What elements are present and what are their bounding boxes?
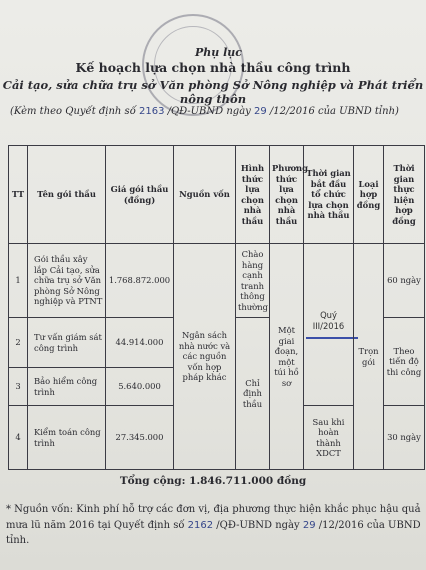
package-name: Kiểm toán công trình xyxy=(28,406,106,470)
funding-note xyxy=(6,502,422,549)
header-selection-time: Thời gian bắt đầu tổ chức lựa chọn nhà thầu xyxy=(304,146,354,244)
pen-mark xyxy=(306,337,358,339)
header-contract-duration: Thời gian thực hiện hợp đồng xyxy=(384,146,425,244)
plan-title: Kế hoạch lựa chọn nhà thầu công trình xyxy=(75,60,351,75)
selection-time-cell xyxy=(304,244,354,406)
package-price: 5.640.000 xyxy=(106,368,174,406)
project-title: Cải tạo, sửa chữa trụ sở Văn phòng Sở Nông nghiệp và Phát triển nông thôn xyxy=(2,78,424,106)
header-tt: TT xyxy=(9,146,28,244)
package-name: Gói thầu xây lắp Cải tạo, sửa chữa trụ sở Văn phòng Sở Nông nghiệp và PTNT xyxy=(28,244,106,318)
handwritten-decision-number: 2163 xyxy=(138,106,165,117)
package-price: 1.768.872.000 xyxy=(106,244,174,318)
selection-form-cell: Chào hàng cạnh tranh thông thường xyxy=(236,244,270,318)
note-prefix: * Nguồn vốn: Kinh phí hỗ trợ các đơn vị, địa phương thực hiện khắc phục hậu quả mưa lũ năm 2016 tại Quyết định số xyxy=(6,504,421,531)
row-number: 3 xyxy=(9,368,28,406)
selection-time-cell: Sau khi hoàn thành XDCT xyxy=(304,406,354,470)
handwritten-day: 29 xyxy=(254,106,267,117)
table-header-row xyxy=(9,146,425,244)
note-mid: /QĐ-UBND ngày xyxy=(213,519,303,531)
row-number: 2 xyxy=(9,318,28,368)
attach-suffix: /12/2016 của UBND tỉnh) xyxy=(266,106,399,117)
selection-form-cell: Chỉ định thầu xyxy=(236,318,270,470)
header-funding-source: Nguồn vốn xyxy=(174,146,236,244)
contract-duration-cell: 30 ngày xyxy=(384,406,425,470)
total-amount: Tổng cộng: 1.846.711.000 đồng xyxy=(119,475,307,487)
funding-source-cell: Ngân sách nhà nước và các nguồn vốn hợp pháp khác xyxy=(174,244,236,470)
attach-mid: /QĐ-UBND ngày xyxy=(164,106,254,117)
table-row xyxy=(9,244,425,318)
attached-decision-line xyxy=(10,106,399,117)
contract-type-cell: Trọn gói xyxy=(354,244,384,470)
selection-time-value: Quý III/2016 xyxy=(312,310,345,331)
contract-duration-cell: Theo tiến độ thi công xyxy=(384,318,425,406)
header-package-price: Giá gói thầu (đồng) xyxy=(106,146,174,244)
header-selection-form: Hình thức lựa chọn nhà thầu xyxy=(236,146,270,244)
row-number: 1 xyxy=(9,244,28,318)
attach-prefix: (Kèm theo Quyết định số xyxy=(10,106,139,117)
contract-duration-cell: 60 ngày xyxy=(384,244,425,318)
note-suffix: /12/2016 của UBND tỉnh. xyxy=(6,519,421,546)
handwritten-day: 29 xyxy=(302,519,316,531)
header-package-name: Tên gói thầu xyxy=(28,146,106,244)
header-selection-method: Phương thức lựa chọn nhà thầu xyxy=(270,146,304,244)
package-name: Tư vấn giám sát công trình xyxy=(28,318,106,368)
package-price: 44.914.000 xyxy=(106,318,174,368)
contractor-selection-table xyxy=(8,145,425,470)
appendix-label: Phụ lục xyxy=(195,46,242,59)
package-name: Bảo hiểm công trình xyxy=(28,368,106,406)
package-price: 27.345.000 xyxy=(106,406,174,470)
row-number: 4 xyxy=(9,406,28,470)
header-contract-type: Loại hợp đồng xyxy=(354,146,384,244)
selection-method-cell: Một giai đoạn, một túi hồ sơ xyxy=(270,244,304,470)
handwritten-decision-number: 2162 xyxy=(187,519,214,531)
